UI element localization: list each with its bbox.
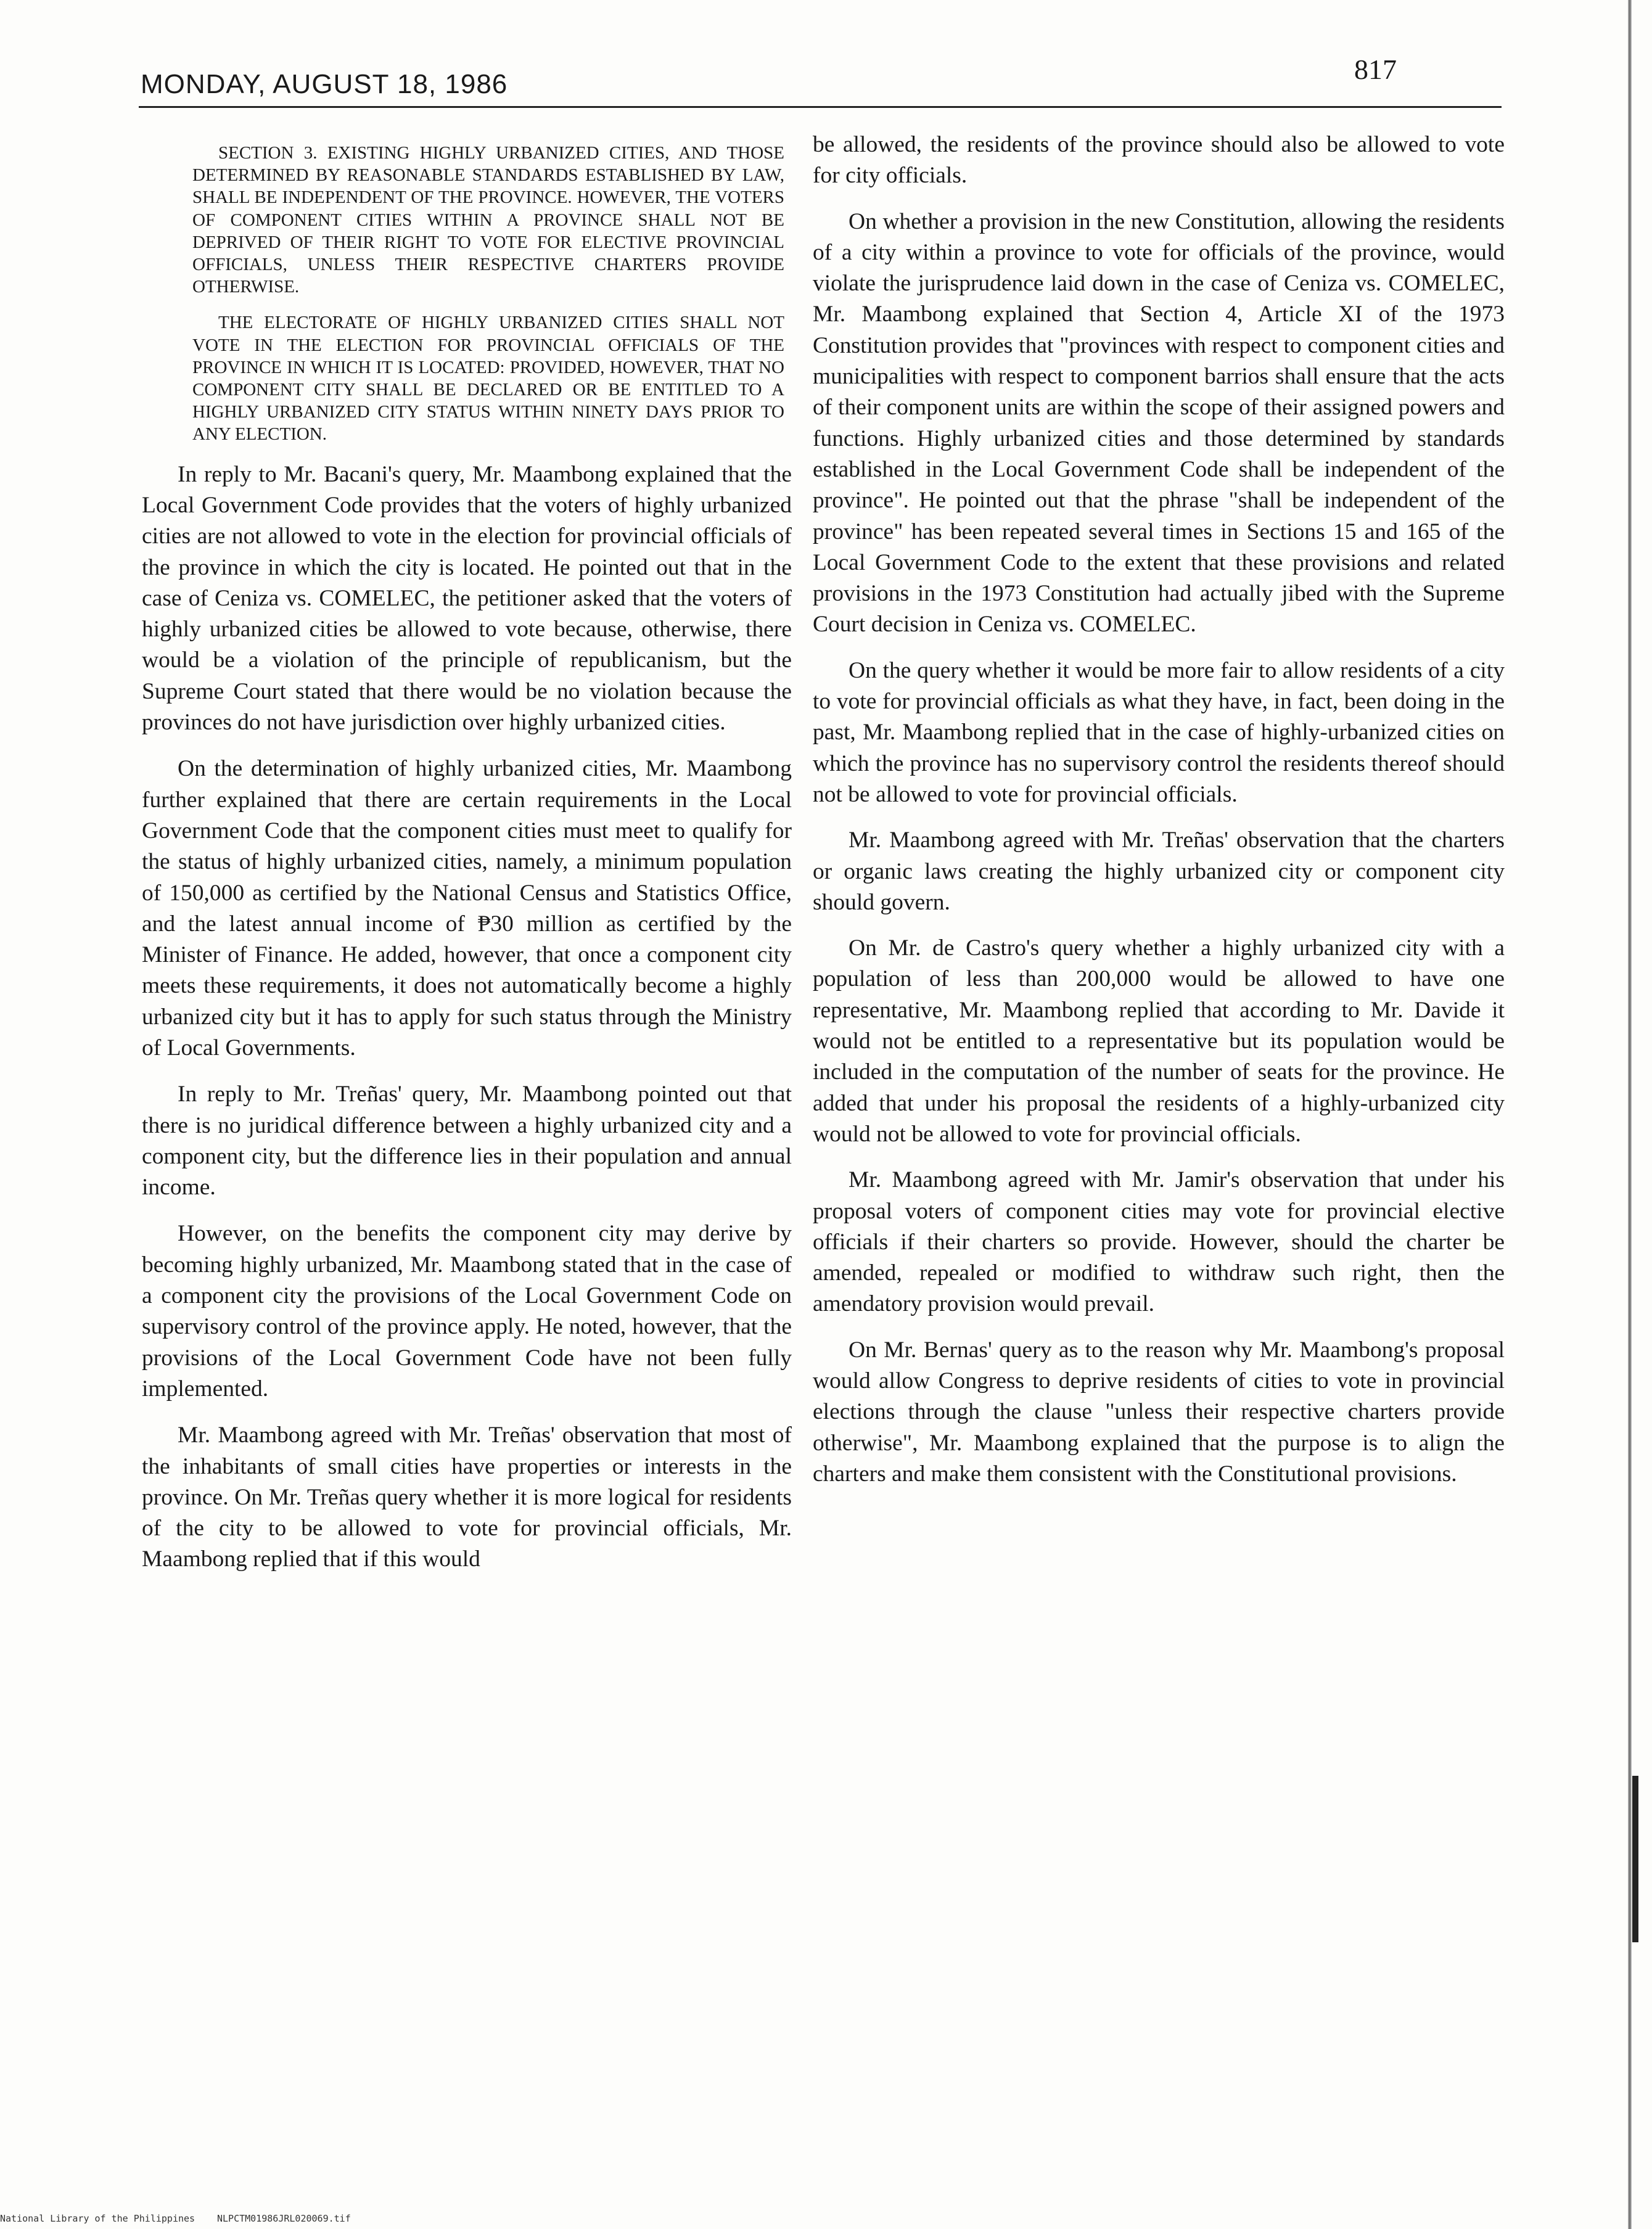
- paragraph: However, on the benefits the component city may derive by becoming highly urbanized, Mr. Maambong stated that in the case of a component city the provisions of the Local Government Code on supervisory control of the province apply. He noted, however, that the provisions of the Local Government Code have not been fully implemented.: [142, 1221, 792, 1402]
- section-3-text: SECTION 3. EXISTING HIGHLY URBANIZED CITIES, AND THOSE DETERMINED BY REASONABLE STANDARDS ESTABLISHED BY LAW, SHALL BE INDEPENDENT OF THE PROVINCE. HOWEVER, THE VOTERS OF COMPONENT CITIES WITHIN A PROVINCE SHALL NOT BE DEPRIVED OF THEIR RIGHT TO VOTE FOR ELECTIVE PROVINCIAL OFFICIALS, UNLESS THEIR RESPECTIVE CHARTERS PROVIDE OTHERWISE.: [192, 143, 784, 297]
- paragraph: Mr. Maambong agreed with Mr. Treñas' observation that most of the inhabitants of small cities have properties or interests in the province. On Mr. Treñas query whether it is more logical for residents of the city to be allowed to vote for provincial officials, Mr. Maambong replied that if this would: [142, 1422, 792, 1572]
- paragraph-continuation: be allowed, the residents of the province should also be allowed to vote for city officials.: [813, 132, 1505, 189]
- header-rule: [139, 106, 1502, 108]
- paragraph: Mr. Maambong agreed with Mr. Jamir's observation that under his proposal voters of component cities may vote for provincial elective officials if their charters so provide. However, should the charter be amended, repealed or modified to withdraw such right, then the amendatory provision would prevail.: [813, 1167, 1505, 1317]
- footer-library: National Library of the Philippines: [0, 2213, 195, 2224]
- right-column: [813, 129, 1505, 1504]
- paragraph: In reply to Mr. Treñas' query, Mr. Maambong pointed out that there is no juridical difference between a highly urbanized city and a component city, but the difference lies in their population and annual income.: [142, 1082, 792, 1201]
- paragraph: In reply to Mr. Bacani's query, Mr. Maambong explained that the Local Government Code provides that the voters of highly urbanized cities are not allowed to vote in the election for provincial officials of the province in which the city is located. He pointed out that in the case of Ceniza vs. COMELEC, the petitioner asked that the voters of highly urbanized cities be allowed to vote because, otherwise, there would be a violation of the principle of republicanism, but the Supreme Court stated that there would be no violation because the provinces do not have jurisdiction over highly urbanized cities.: [142, 461, 792, 736]
- paragraph: On the determination of highly urbanized cities, Mr. Maambong further explained that there are certain requirements in the Local Government Code that the component cities must meet to qualify for the status of highly urbanized cities, namely, a minimum population of 150,000 as certified by the National Census and Statistics Office, and the latest annual income of ₱30 million as certified by the Minister of Finance. He added, however, that once a component city meets these requirements, it does not automatically become a highly urbanized city but it has to apply for such status through the Ministry of Local Governments.: [142, 756, 792, 1061]
- paragraph: On Mr. de Castro's query whether a highly urbanized city with a population of less than 200,000 would be allowed to have one representative, Mr. Maambong replied that according to Mr. Davide it would not be entitled to a representative but its population would be included in the computation of the number of seats for the province. He added that under his proposal the residents of a highly-urbanized city would not be allowed to vote for provincial officials.: [813, 935, 1505, 1147]
- header-date: MONDAY, AUGUST 18, 1986: [141, 69, 508, 99]
- left-column: [142, 121, 792, 1591]
- paragraph: On the query whether it would be more fair to allow residents of a city to vote for provincial officials as what they have, in fact, been doing in the past, Mr. Maambong replied that in the case of highly-urbanized cities on which the province has no supervisory control the residents thereof should not be allowed to vote for provincial officials.: [813, 657, 1505, 807]
- paragraph: On whether a provision in the new Constitution, allowing the residents of a city within a province to vote for officials of the province, would violate the jurisprudence laid down in the case of Ceniza vs. COMELEC, Mr. Maambong explained that Section 4, Article XI of the 1973 Constitution provides that "provinces with respect to component cities and municipalities with respect to component barrios shall ensure that the acts of their component units are within the scope of their assigned powers and functions. Highly urbanized cities and those determined by standards established in the Local Government Code shall be independent of the province". He pointed out that the phrase "shall be independent of the province" has been repeated several times in Sections 15 and 165 of the Local Government Code to the extent that these provisions and related provisions in the 1973 Constitution had actually jibed with the Supreme Court decision in Ceniza vs. COMELEC.: [813, 208, 1505, 638]
- section-3-proviso-text: THE ELECTORATE OF HIGHLY URBANIZED CITIES SHALL NOT VOTE IN THE ELECTION FOR PROVINCIAL OFFICIALS OF THE PROVINCE IN WHICH IT IS LOCATED: PROVIDED, HOWEVER, THAT NO COMPONENT CITY SHALL BE DECLARED OR BE ENTITLED TO A HIGHLY URBANIZED CITY STATUS WITHIN NINETY DAYS PRIOR TO ANY ELECTION.: [192, 313, 784, 445]
- footer-file-id: NLPCTM01986JRL020069.tif: [217, 2213, 351, 2224]
- scan-artifact-mark: [1632, 1776, 1638, 1942]
- paragraph: Mr. Maambong agreed with Mr. Treñas' observation that the charters or organic laws creating the highly urbanized city or component city should govern.: [813, 827, 1505, 915]
- scan-edge: [1628, 0, 1632, 2229]
- paragraph: On Mr. Bernas' query as to the reason why Mr. Maambong's proposal would allow Congress to deprive residents of cities to vote in provincial elections through the clause "unless their respective charters provide otherwise", Mr. Maambong explained that the purpose is to align the charters and make them consistent with the Constitutional provisions.: [813, 1337, 1505, 1487]
- page-number: 817: [1354, 54, 1397, 85]
